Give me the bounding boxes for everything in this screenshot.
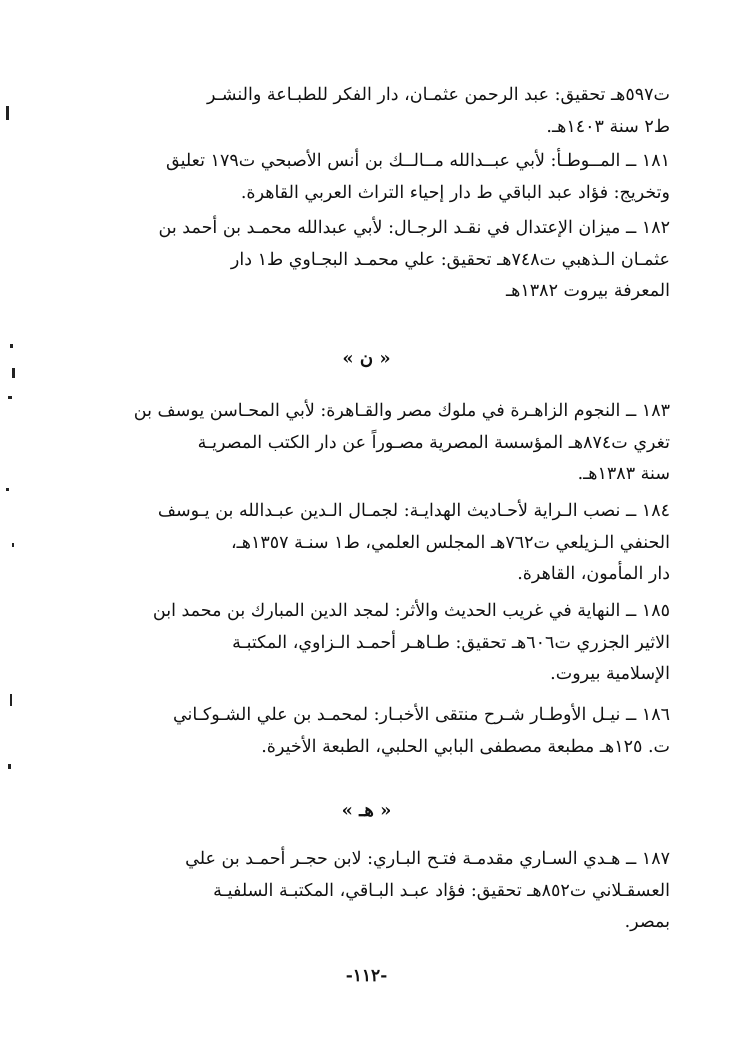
bibliography-entry-184 [124, 496, 670, 591]
bibliography-entry-183 [124, 396, 670, 491]
scan-artifact-mark [12, 543, 14, 547]
entry-line: ١٨٥ ــ النهاية في غريب الحديث والأثر: لمجد الدين المبارك بن محمد ابن [152, 601, 670, 621]
bibliography-entry-185 [124, 596, 670, 691]
entry-line: ١٨١ ــ المــوطـأ: لأبي عبــدالله مــالــك بن أنس الأصبحي ت١٧٩ تعليق [166, 151, 670, 171]
scan-artifact-mark [10, 344, 13, 348]
entry-continuation-180 [124, 80, 670, 143]
entry-line: ١٨٧ ــ هـدي السـاري مقدمـة فتـح البـاري: لابن حجـر أحمـد بن علي [185, 849, 670, 869]
entry-line: وتخريج: فؤاد عبد الباقي ط دار إحياء التراث العربي القاهرة. [240, 182, 670, 203]
entry-line: ط٢ سنة ١٤٠٣هـ. [546, 116, 670, 137]
entry-line: تغري ت٨٧٤هـ المؤسسة المصرية مصـوراً عن دار الكتب المصريـة [197, 432, 670, 453]
scan-artifact-mark [8, 764, 11, 769]
entry-line: المعرفة بيروت ١٣٨٢هـ [506, 281, 670, 301]
scan-artifact-mark [12, 368, 15, 378]
entry-line: سنة ١٣٨٣هـ. [577, 464, 670, 484]
page-number: -١١٢- [345, 966, 388, 986]
bibliography-entry-181 [124, 146, 670, 209]
entry-line: الاثير الجزري ت٦٠٦هـ تحقيق: طـاهـر أحمـد الـزاوي، المكتبـة [232, 632, 670, 653]
scan-artifact-mark [6, 106, 9, 120]
entry-line: الحنفي الـزيلعي ت٧٦٢هـ المجلس العلمي، ط١ سنـة ١٣٥٧هـ، [230, 532, 670, 553]
section-heading-ha: « هـ » [341, 800, 392, 821]
scan-artifact-mark [8, 396, 12, 399]
entry-line: بمصر. [624, 912, 670, 932]
bibliography-entry-187 [124, 844, 670, 939]
bibliography-entry-182 [124, 213, 670, 308]
entry-line: ١٨٢ ــ ميزان الإعتدال في نقـد الرجـال: لأبي عبدالله محمـد بن أحمد بن [158, 218, 670, 238]
bibliography-entry-186 [124, 700, 670, 763]
entry-line: عثمـان الـذهبي ت٧٤٨هـ تحقيق: علي محمـد البجـاوي ط١ دار [230, 249, 670, 270]
entry-line: ت٥٩٧هـ تحقيق: عبد الرحمن عثمـان، دار الفكر للطبـاعة والنشـر [207, 85, 670, 105]
scan-artifact-mark [10, 694, 12, 706]
entry-line: العسقـلاني ت٨٥٢هـ تحقيق: فؤاد عبـد البـاقي، المكتبـة السلفيـة [213, 880, 670, 901]
entry-line: ١٨٤ ــ نصب الـراية لأحـاديث الهدايـة: لجمـال الـدين عبـدالله بن يـوسف [157, 501, 670, 521]
entry-line: دار المأمون، القاهرة. [517, 564, 670, 584]
entry-line: ١٨٣ ــ النجوم الزاهـرة في ملوك مصر والقـاهرة: لأبي المحـاسن يوسف بن [133, 401, 670, 421]
entry-line: الإسلامية بيروت. [550, 664, 670, 684]
entry-line: ١٨٦ ــ نيـل الأوطـار شـرح منتقى الأخبـار: لمحمـد بن علي الشـوكـاني [172, 705, 670, 725]
section-heading-nun: « ن » [342, 348, 391, 369]
entry-line: ت. ١٢٥هـ مطبعة مصطفى البابي الحلبي، الطبعة الأخيرة. [261, 736, 670, 757]
scan-artifact-mark [6, 488, 9, 491]
